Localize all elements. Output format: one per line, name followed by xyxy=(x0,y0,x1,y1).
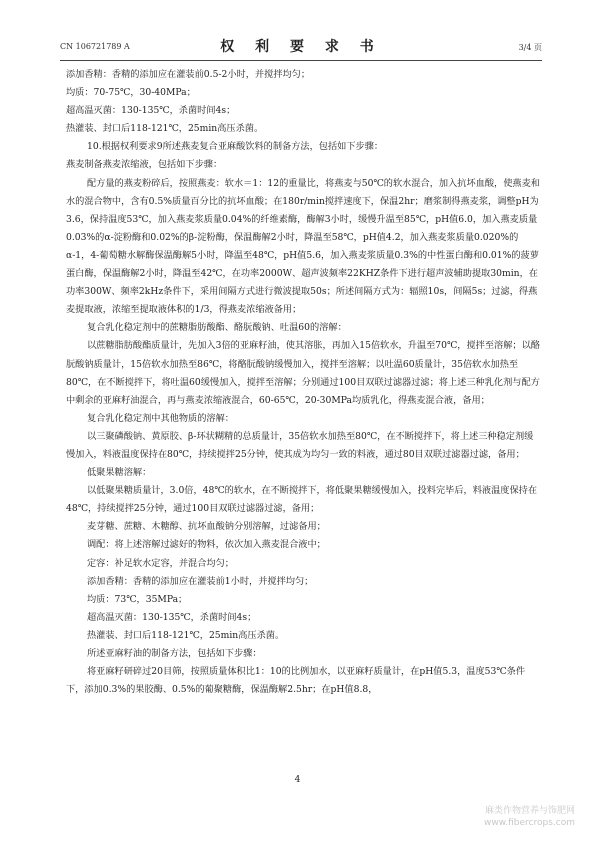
claims-paragraph: 复合乳化稳定剂中的蔗糖脂肪酸酯、酪朊酸钠、吐温60的溶解： xyxy=(87,322,347,334)
claims-paragraph: 以蔗糖脂肪酸酯质量计，先加入3倍的亚麻籽油，使其溶胀，再加入15倍软水，升温至70℃，搅拌至溶解；以酪朊酸钠质量计，15倍软水加热至86℃，将酪朊酸钠缓慢加入，搅拌至溶解；以吐温60质量计，35倍软水加热至80℃，在不断搅拌下，将吐温60缓慢加入，搅拌至溶解；分别通过100目双联过滤器过滤；将上述三种乳化剂与配方中剩余的亚麻籽油混合，再与燕麦浓缩液混合，60-65℃，20-30MPa均质乳化，得燕麦混合液，备用； xyxy=(66,340,540,406)
watermark-site-url: www.fibercrops.com xyxy=(484,818,575,828)
claims-paragraph: 复合乳化稳定剂中其他物质的溶解： xyxy=(87,412,234,424)
claims-paragraph: 燕麦制备燕麦浓缩液，包括如下步骤： xyxy=(66,159,223,171)
claims-paragraph: 均质：73℃，35MPa； xyxy=(87,593,188,605)
page-indicator: 3/4 页 xyxy=(518,43,542,52)
claims-paragraph: 低聚果糖溶解： xyxy=(87,467,152,479)
claims-paragraph: 所述亚麻籽油的制备方法，包括如下步骤： xyxy=(87,648,262,659)
claims-paragraph: 均质：70-75℃，30-40MPa； xyxy=(66,87,196,99)
claims-paragraph: 将亚麻籽研碎过20目筛，按照质量体积比1：10的比例加水，以亚麻籽质量计，在pH值5.3，温度53℃条件下，添加0.3%的果胶酶、0.5%的葡聚糖酶，保温酶解2.5hr；在pH值8.8， xyxy=(66,666,526,696)
claims-paragraph: 添加香精：香精的添加应在灌装前1小时，并搅拌均匀； xyxy=(87,575,314,587)
page-header xyxy=(60,36,542,58)
header-rule xyxy=(60,60,542,61)
site-watermark xyxy=(415,805,575,829)
page-title: 权 利 要 求 书 xyxy=(220,39,382,55)
claims-paragraph: 以三聚磷酸钠、黄原胶、β-环状糊精的总质量计，35倍软水加热至80℃，在不断搅拌下，将上述三种稳定剂缓慢加入，料液温度保持在80℃，持续搅拌25分钟，使其成为均匀一致的料液，通过80目双联过滤器过滤，备用； xyxy=(66,430,534,460)
page-number: 4 xyxy=(294,775,301,785)
claims-body xyxy=(66,66,540,699)
claims-paragraph: 10.根据权利要求9所述燕麦复合亚麻酸饮料的制备方法，包括如下步骤： xyxy=(87,141,384,153)
claims-paragraph: 热灌装、封口后118-121℃，25min高压杀菌。 xyxy=(87,629,285,641)
claims-paragraph: 麦芽糖、蔗糖、木糖醇、抗坏血酸钠分别溶解，过滤备用； xyxy=(87,521,326,533)
claims-paragraph: 以低聚果糖质量计，3.0倍，48℃的软水，在不断搅拌下，将低聚果糖缓慢加入，投料完毕后，料液温度保持在48℃，持续搅拌25分钟，通过100目双联过滤器过滤，备用； xyxy=(66,485,538,515)
claims-paragraph: 添加香精：香精的添加应在灌装前0.5-2小时，并搅拌均匀； xyxy=(66,69,311,80)
claims-paragraph: 调配：将上述溶解过滤好的物料，依次加入燕麦混合液中； xyxy=(87,539,326,551)
claims-paragraph: 超高温灭菌：130-135℃，杀菌时间4s； xyxy=(66,105,236,117)
claims-paragraph: 超高温灭菌：130-135℃，杀菌时间4s； xyxy=(87,611,257,623)
claims-paragraph: 配方量的燕麦粉碎后，按照燕麦：软水＝1：12的重量比，将燕麦与50℃的软水混合，加入抗坏血酸，使燕麦和水的混合物中，含有0.5%质量百分比的抗坏血酸；在180r/min搅拌速度下，保温2hr；磨浆制得燕麦浆，调整pH为3.6，保持温度53℃，加入燕麦浆质量0.04%的纤维素酶，酶解3小时，缓慢升温至85℃，pH值6.0，加入燕麦质量0.03%的α-淀粉酶和0.02%的β-淀粉酶，保温酶解2小时，降温至58℃，pH值4.2，加入燕麦浆质量0.020%的α-1，4-葡萄糖水解酶保温酶解5小时，降温至48℃，pH值5.6，加入燕麦浆质量0.3%的中性蛋白酶和0.01%的菠萝蛋白酶，保温酶解2小时，降温至42℃，在功率2000W、超声波频率22KHZ条件下进行超声波辅助提取30min，在功率300W、频率2kHz条件下，采用间隔方式进行微波提取50s；所述间隔方式为：辐照10s，间隔5s；过滤，得燕麦提取液，浓缩至提取液体积的1/3，得燕麦浓缩液备用； xyxy=(66,177,540,316)
claims-paragraph: 热灌装、封口后118-121℃，25min高压杀菌。 xyxy=(66,123,264,135)
watermark-site-name: 麻类作物营养与饰肥网 xyxy=(484,806,575,816)
document-number: CN 106721789 A xyxy=(60,42,130,51)
claims-paragraph: 定容：补足软水定容，并混合均匀； xyxy=(87,557,234,569)
